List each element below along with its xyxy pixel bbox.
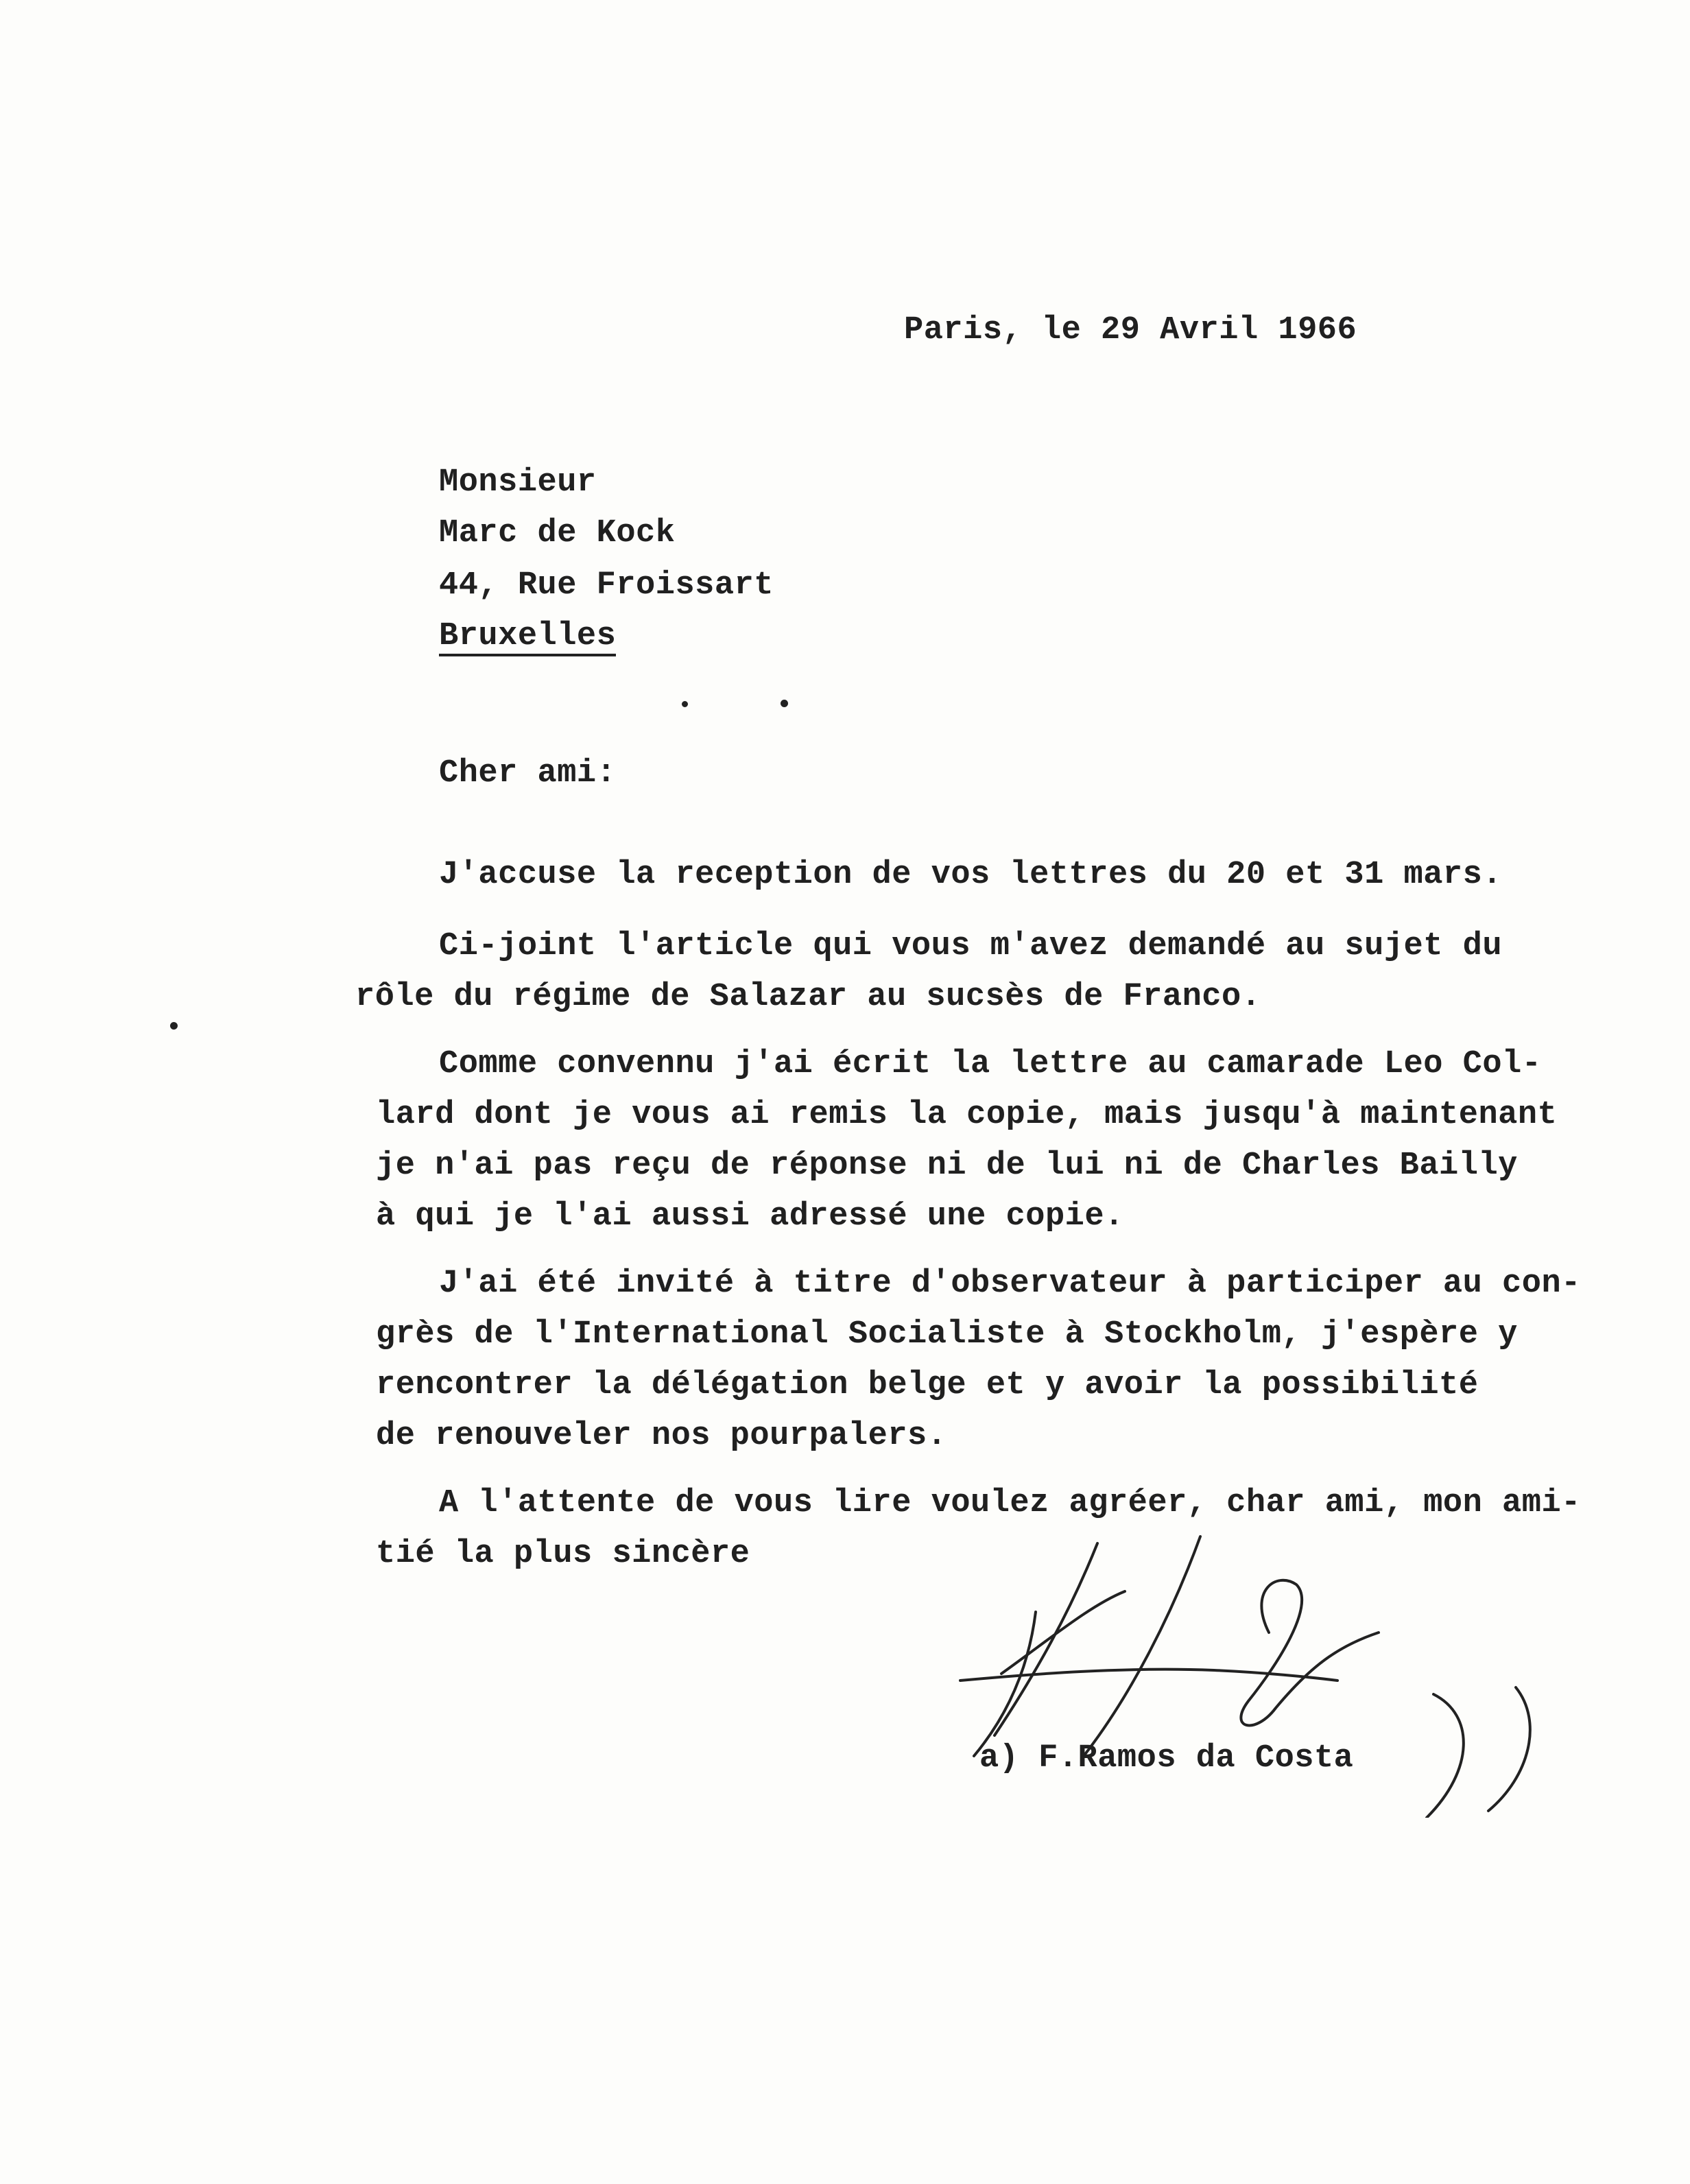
body-line: rôle du régime de Salazar au sucsès de Franco. bbox=[355, 979, 1261, 1015]
ink-speck bbox=[781, 700, 788, 707]
recipient-name: Marc de Kock bbox=[439, 515, 676, 551]
signature-stroke bbox=[1488, 1687, 1530, 1811]
body-line: de renouveler nos pourpalers. bbox=[376, 1418, 947, 1454]
signature-line: a) F.Ramos da Costa bbox=[979, 1740, 1354, 1777]
body-line: Comme convennu j'ai écrit la lettre au camarade Leo Col- bbox=[439, 1046, 1542, 1082]
body-line: J'ai été invité à titre d'observateur à participer au con- bbox=[439, 1266, 1581, 1302]
signature-stroke bbox=[1001, 1591, 1125, 1674]
signature-stroke bbox=[1241, 1580, 1379, 1726]
recipient-city: Bruxelles bbox=[439, 620, 616, 656]
recipient-salutation: Monsieur bbox=[439, 464, 597, 501]
body-line: tié la plus sincère bbox=[376, 1536, 750, 1572]
greeting: Cher ami: bbox=[439, 755, 617, 792]
recipient-street: 44, Rue Froissart bbox=[439, 567, 774, 604]
date-line: Paris, le 29 Avril 1966 bbox=[904, 312, 1357, 348]
body-line: Ci-joint l'article qui vous m'avez demandé au sujet du bbox=[439, 928, 1503, 964]
body-line: grès de l'International Socialiste à Stockholm, j'espère y bbox=[376, 1316, 1518, 1353]
body-line: rencontrer la délégation belge et y avoir la possibilité bbox=[376, 1367, 1479, 1403]
signature-stroke bbox=[1084, 1536, 1200, 1756]
body-line: A l'attente de vous lire voulez agréer, char ami, mon ami- bbox=[439, 1485, 1581, 1521]
body-line: lard dont je vous ai remis la copie, mais jusqu'à maintenant bbox=[376, 1097, 1558, 1133]
ink-speck bbox=[170, 1022, 178, 1030]
ink-speck bbox=[682, 701, 688, 707]
signature-stroke bbox=[960, 1670, 1337, 1681]
body-line: à qui je l'ai aussi adressé une copie. bbox=[376, 1198, 1124, 1235]
signature-stroke bbox=[1427, 1694, 1464, 1818]
body-line: J'accuse la reception de vos lettres du 20 et 31 mars. bbox=[439, 857, 1503, 893]
body-line: je n'ai pas reçu de réponse ni de lui ni de Charles Bailly bbox=[376, 1148, 1518, 1184]
